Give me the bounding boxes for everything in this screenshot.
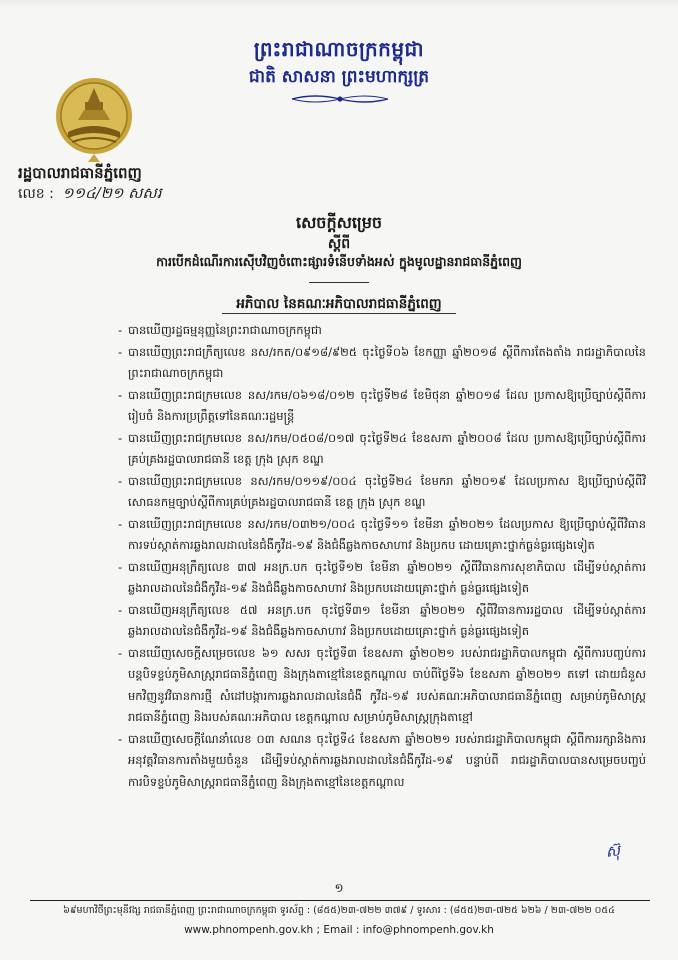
- list-item: - បានឃើញរដ្ឋធម្មនុញ្ញនៃព្រះរាជាណាចក្រកម្ពុជា: [118, 320, 646, 342]
- footer-website[interactable]: www.phnompenh.gov.kh: [184, 924, 314, 936]
- document-subject: ការបើកដំណើរការស៊ើបវិញចំពោះផ្សារទំនើបទាំងអស់ ក្នុងមូលដ្ឋានរាជធានីភ្នំពេញ: [156, 254, 522, 269]
- issuing-authority: រដ្ឋបាលរាជធានីភ្នំពេញ: [18, 164, 142, 182]
- phnom-penh-emblem-icon: [54, 76, 134, 162]
- list-item: - បានឃើញសេចក្តីណែនាំលេខ ០៣ សណន ចុះថ្ងៃទី៤ ខែឧសភា ឆ្នាំ២០២១ របស់រាជរដ្ឋាភិបាលកម្ពុជា ស្តីពីការរក្សានិងការអនុវត្តវិធានការតាំងមួយចំនួន ដើម្បីទប់ស្កាត់ការឆ្លងរាលដាលនៃជំងឺកូវីដ-១៩ បន្ទាប់ពី រាជរដ្ឋាភិបាលបានសម្រេចបញ្ចប់ការបិទខ្ទប់ភូមិសាស្ត្ររាជធានីភ្នំពេញ និងក្រុងតាខ្មៅនៃខេត្តកណ្តាល: [118, 729, 646, 794]
- list-item: - បានឃើញសេចក្តីសម្រេចលេខ ៦១ សសរ ចុះថ្ងៃទី៣ ខែឧសភា ឆ្នាំ២០២១ របស់រាជរដ្ឋាភិបាលកម្ពុជា ស្តីពីការបញ្ចប់ការបន្តបិទខ្ទប់ភូមិសាស្ត្ររាជធានីភ្នំពេញ និងក្រុងតាខ្មៅនៃខេត្តកណ្តាល ចាប់ពីថ្ងៃទី៦ ខែឧសភា ឆ្នាំ២០២១ តទៅ ដោយជំនួសមកវិញនូវវិធានការថ្មី សំដៅបង្ការការឆ្លងរាលដាលនៃជំងឺ កូវីដ-១៩ របស់គណៈអភិបាលរាជធានីភ្នំពេញ សម្រាប់ភូមិសាស្ត្ររាជធានីភ្នំពេញ និងរបស់គណៈអភិបាល ខេត្តកណ្តាល សម្រាប់ភូមិសាស្ត្រក្រុងតាខ្មៅ: [118, 643, 646, 729]
- list-item: - បានឃើញអនុក្រឹត្យលេខ ៣៧ អនក្រ.បក ចុះថ្ងៃទី១២ ខែមីនា ឆ្នាំ២០២១ ស្តីពីវិធានការសុខាភិបាល ដើម្បីទប់ស្កាត់ការឆ្លងរាលដាលនៃជំងឺកូវីដ-១៩ និងជំងឺឆ្លងកាចសាហាវ និងប្រកបដោយគ្រោះថ្នាក់ ធ្ងន់ធ្ងរផ្សេងទៀត: [118, 557, 646, 600]
- footer-address: ៦៩មហាវិថីព្រះមុនីវង្ស រាជធានីភ្នំពេញ ព្រះរាជាណាចក្រកម្ពុជា ទូរស័ព្ទ : (៨៥៥)២៣-៧២២ ៣៧៩ / ទូរសារ : (៨៥៥)២៣-៧២៥ ៦២៦ / ២៣-៧២២ ០៥៤: [63, 905, 615, 916]
- reference-number: ១១៤/២១ សសរ: [62, 184, 162, 202]
- kingdom-heading: ព្រះរាជាណាចក្រកម្ពុជា: [253, 37, 425, 61]
- list-item: - បានឃើញព្រះរាជក្រមលេខ នស/រកម/០១១៩/០០៤ ចុះថ្ងៃទី២៤ ខែមករា ឆ្នាំ២០១៩ ដែលប្រកាស ឱ្យប្រើច្បាប់ស្តីពីវិសោធនកម្មច្បាប់ស្តីពីការគ្រប់គ្រងរដ្ឋបាលរាជធានី ខេត្ត ក្រុង ស្រុក ខណ្ឌ: [118, 471, 646, 514]
- list-item: - បានឃើញព្រះរាជក្រឹត្យលេខ នស/រកត/០៩១៨/៩២៥ ចុះថ្ងៃទី០៦ ខែកញ្ញា ឆ្នាំ២០១៨ ស្តីពីការតែងតាំង រាជរដ្ឋាភិបាលនៃព្រះរាជាណាចក្រកម្ពុជា: [118, 342, 646, 385]
- initial-signature: ស៊ុ: [604, 841, 622, 861]
- ornament-divider-icon: [290, 92, 390, 106]
- document-about: ស្តីពី: [327, 236, 351, 252]
- list-item: - បានឃើញព្រះរាជក្រមលេខ នស/រកម/០៦១៨/០១២ ចុះថ្ងៃទី២៨ ខែមិថុនា ឆ្នាំ២០១៨ ដែល ប្រកាសឱ្យប្រើច្បាប់ស្តីពីការរៀបចំ និងការប្រព្រឹត្តទៅនៃគណៈរដ្ឋមន្ត្រី: [118, 385, 646, 428]
- legal-basis-list: [118, 320, 646, 793]
- issuer-underline: [222, 313, 456, 314]
- footer-divider: [30, 900, 650, 901]
- footer-contact: [0, 924, 678, 936]
- section-divider: [309, 282, 369, 283]
- page-number: ១: [334, 881, 344, 895]
- scan-top-edge: [0, 0, 678, 8]
- list-item: - បានឃើញព្រះរាជក្រមលេខ នស/រកម/០៣២១/០០៤ ចុះថ្ងៃទី១១ ខែមីនា ឆ្នាំ២០២១ ដែលប្រកាស ឱ្យប្រើច្បាប់ស្តីពីវិធានការទប់ស្កាត់ការឆ្លងរាលដាលនៃជំងឺកូវីដ-១៩ និងជំងឺឆ្លងកាចសាហាវ និងប្រកប ដោយគ្រោះថ្នាក់ធ្ងន់ធ្ងរផ្សេងទៀត: [118, 514, 646, 557]
- list-item: - បានឃើញអនុក្រឹត្យលេខ ៥៧ អនក្រ.បក ចុះថ្ងៃទី៣១ ខែមីនា ឆ្នាំ២០២១ ស្តីពីវិធានការរដ្ឋបាល ដើម្បីទប់ស្កាត់ការឆ្លងរាលដាលនៃជំងឺកូវីដ-១៩ និងជំងឺឆ្លងកាចសាហាវ និងប្រកបដោយគ្រោះថ្នាក់ ធ្ងន់ធ្ងរផ្សេងទៀត: [118, 600, 646, 643]
- list-item: - បានឃើញព្រះរាជក្រមលេខ នស/រកម/០៥០៨/០១៧ ចុះថ្ងៃទី២៤ ខែឧសភា ឆ្នាំ២០០៨ ដែល ប្រកាសឱ្យប្រើច្បាប់ស្តីពីការគ្រប់គ្រងរដ្ឋបាលរាជធានី ខេត្ត ក្រុង ស្រុក ខណ្ឌ: [118, 428, 646, 471]
- national-motto: ជាតិ សាសនា ព្រះមហាក្សត្រ: [248, 67, 430, 87]
- document-title: សេចក្តីសម្រេច: [295, 213, 382, 232]
- issuer-heading: អភិបាល នៃគណៈអភិបាលរាជធានីភ្នំពេញ: [236, 296, 442, 312]
- footer-email[interactable]: info@phnompenh.gov.kh: [362, 924, 494, 936]
- reference-line: [18, 184, 161, 206]
- reference-label: លេខ :: [18, 186, 54, 202]
- footer-email-label: ; Email :: [316, 924, 360, 936]
